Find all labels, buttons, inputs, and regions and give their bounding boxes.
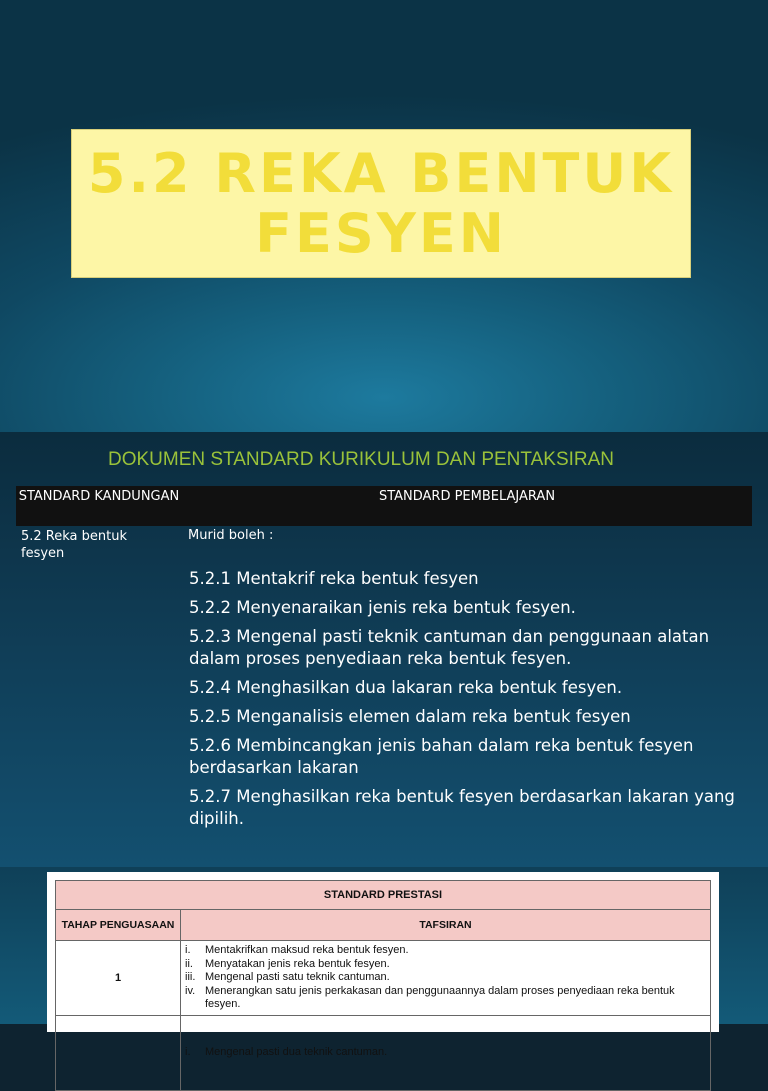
level-cell: 1 (56, 941, 181, 1016)
tafsiran-cell (181, 941, 711, 1016)
list-item: ii. Menyatakan jenis reka bentuk fesyen. (185, 957, 390, 970)
list-item: 5.2.4 Menghasilkan dua lakaran reka bentuk fesyen. (189, 678, 623, 697)
level-cell (56, 1016, 181, 1091)
list-item: iv. Menerangkan satu jenis perkakasan dan penggunaannya dalam proses penyediaan reka bentuk fesyen. (185, 984, 675, 1011)
list-item: iii. Mengenal pasti satu teknik cantuman. (185, 971, 390, 984)
list-item: 5.2.6 Membincangkan jenis bahan dalam reka bentuk fesyen berdasarkan lakaran (189, 736, 694, 777)
title-box (71, 129, 691, 278)
list-item: i. Mentakrifkan maksud reka bentuk fesyen. (185, 944, 409, 957)
table-row (56, 941, 711, 1016)
column-header-standard-kandungan: STANDARD KANDUNGAN (18, 489, 180, 504)
column-header-standard-pembelajaran: STANDARD PEMBELAJARAN (378, 489, 556, 504)
document-heading: DOKUMEN STANDARD KURIKULUM DAN PENTAKSIRAN (107, 449, 615, 470)
list-item: 5.2.3 Mengenal pasti teknik cantuman dan penggunaan alatan dalam proses penyediaan reka bentuk fesyen. (189, 627, 710, 668)
list-item: 5.2.5 Menganalisis elemen dalam reka bentuk fesyen (189, 707, 631, 726)
slide-title: 5.2 REKA BENTUK FESYEN (87, 141, 675, 265)
list-item: 5.2.2 Menyenaraikan jenis reka bentuk fesyen. (189, 598, 576, 617)
tafsiran-cell (181, 1016, 711, 1091)
performance-standard-table (55, 880, 711, 1091)
intro-text: Murid boleh : (188, 528, 274, 543)
list-item: 5.2.7 Menghasilkan reka bentuk fesyen berdasarkan lakaran yang dipilih. (189, 787, 735, 828)
table-row (56, 1016, 711, 1091)
title-slide (0, 0, 768, 432)
list-item: 5.2.1 Mentakrif reka bentuk fesyen (189, 569, 479, 588)
table-title: STANDARD PRESTASI (56, 881, 711, 910)
column-header-tahap: TAHAP PENGUASAAN (56, 910, 181, 941)
column-header-tafsiran: TAFSIRAN (181, 910, 711, 941)
learning-standard-list (189, 568, 749, 837)
standard-kandungan-value: 5.2 Reka bentuk fesyen (21, 529, 128, 561)
list-item: i. Mengenal pasti dua teknik cantuman. (185, 1046, 388, 1059)
